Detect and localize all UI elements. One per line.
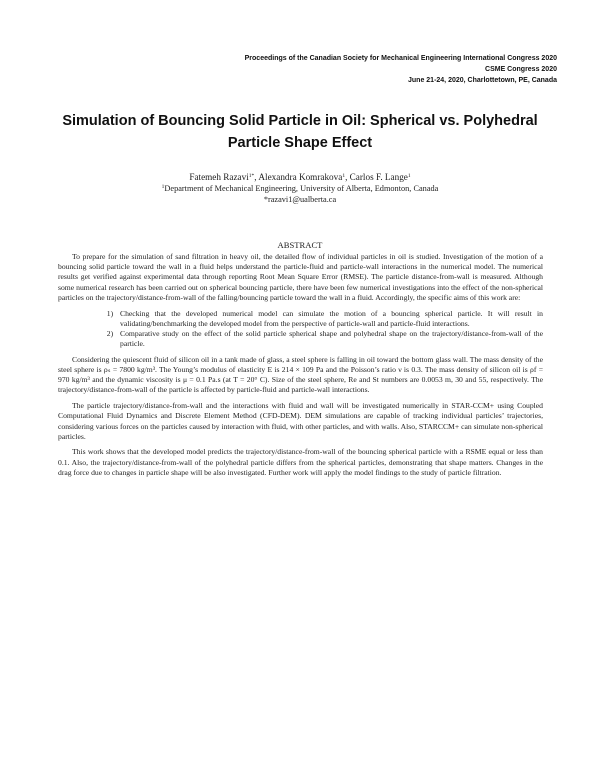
header-line-3: June 21-24, 2020, Charlottetown, PE, Canada — [408, 77, 557, 84]
author-name: Alexandra Komrakova — [258, 172, 343, 182]
abstract-paragraph: Considering the quiescent fluid of silicon oil in a tank made of glass, a steel sphere is falling in oil toward the bottom glass wall. The mass density of the steel sphere is ρₛ = 7800 kg/m³. The Young’s modulus of elasticity E is 214 × 109 Pa and the Poisson’s ratio ν is 0.3. The mass density of silicon oil is ρf = 970 kg/m³ and the dynamic viscosity is μ = 0.1 Pa.s (at T = 20° C). Size of the steel sphere, Re and St numbers are 0.0053 m, 30 and 55, respectively. The trajectory/distance-from-wall of the particle is affected by particle-fluid and particle-wall interactions. — [58, 354, 543, 395]
abstract-body — [58, 252, 543, 484]
list-item: 1. Checking that the developed numerical model can simulate the motion of a bouncing spherical particle. It will result in validating/benchmarking the developed model from the perspective of particle-wall and particle-fluid interactions. — [117, 309, 543, 329]
title-line-2: Particle Shape Effect — [227, 135, 373, 151]
author-sup: 1* — [248, 173, 255, 179]
author-sup: 1 — [407, 173, 411, 179]
author-email: *razavi1@ualberta.ca — [263, 195, 337, 204]
author-name: Fatemeh Razavi — [189, 172, 249, 182]
abstract-paragraph: This work shows that the developed model predicts the trajectory/distance-from-wall of the bouncing spherical particle with a RSME equal or less than 0.1. Also, the trajectory/distance-from-wall of the polyhedral particle differs from the spherical particles, demonstrating that shape matters. Changes in the drag force due to changes in particle shape will be also investigated. Further work will apply the model findings to the study of particle filtration. — [58, 447, 543, 477]
proceedings-header — [245, 53, 557, 86]
affiliation — [60, 184, 540, 195]
list-item: 2. Comparative study on the effect of the solid particle spherical shape and polyhedral shape on the trajectory/distance-from-wall of the particle. — [117, 329, 543, 349]
title-line-1: Simulation of Bouncing Solid Particle in Oil: Spherical vs. Polyhedral — [62, 113, 538, 129]
abstract-paragraph: The particle trajectory/distance-from-wall and the interactions with fluid and wall will be investigated numerically in STAR-CCM+ using Coupled Computational Fluid Dynamics and Discrete Element Method (CFD-DEM). DEM simulations are capable of tracking individual particles’ trajectories, considering various forces on the particles caused by interaction with fluid, with other particles, and with walls. Also, STARCCM+ can simulate non-spherical particles. — [58, 401, 543, 441]
header-line-1: Proceedings of the Canadian Society for Mechanical Engineering International Congress 2020 — [244, 55, 557, 62]
author-sup: 1 — [342, 173, 346, 179]
abstract-heading: ABSTRACT — [277, 240, 323, 250]
author-name: Carlos F. Lange — [349, 172, 408, 182]
author-list: Fatemeh Razavi$^{1*}$, Alexandra Komrakova$^1$, Carlos F. Lange$^1$ — [189, 172, 411, 182]
affiliation-sup: 1 — [161, 184, 165, 190]
affiliation-text: Department of Mechanical Engineering, University of Alberta, Edmonton, Canada — [164, 184, 439, 193]
abstract-paragraph: To prepare for the simulation of sand filtration in heavy oil, the detailed flow of individual particles in oil is studied. Investigation of the motion of a bouncing solid particle toward the wall in a fluid helps understand the particle-fluid and particle-wall interactions in the numerical model. The numerical results get verified against experimental data through reporting Root Mean Square Error (RMSE). The particle distance-from-wall is measured. Although some numerical research has been carried out on spherical bouncing particle, there have been few numerical investigations into the effect of the non-spherical particles on the trajectory/distance-from-wall of the falling/bouncing particle toward the wall in a fluid. Accordingly, the specific aims of this work are: — [58, 252, 543, 302]
paper-title — [60, 110, 540, 154]
aims-list — [58, 309, 543, 350]
header-line-2: CSME Congress 2020 — [485, 66, 557, 73]
